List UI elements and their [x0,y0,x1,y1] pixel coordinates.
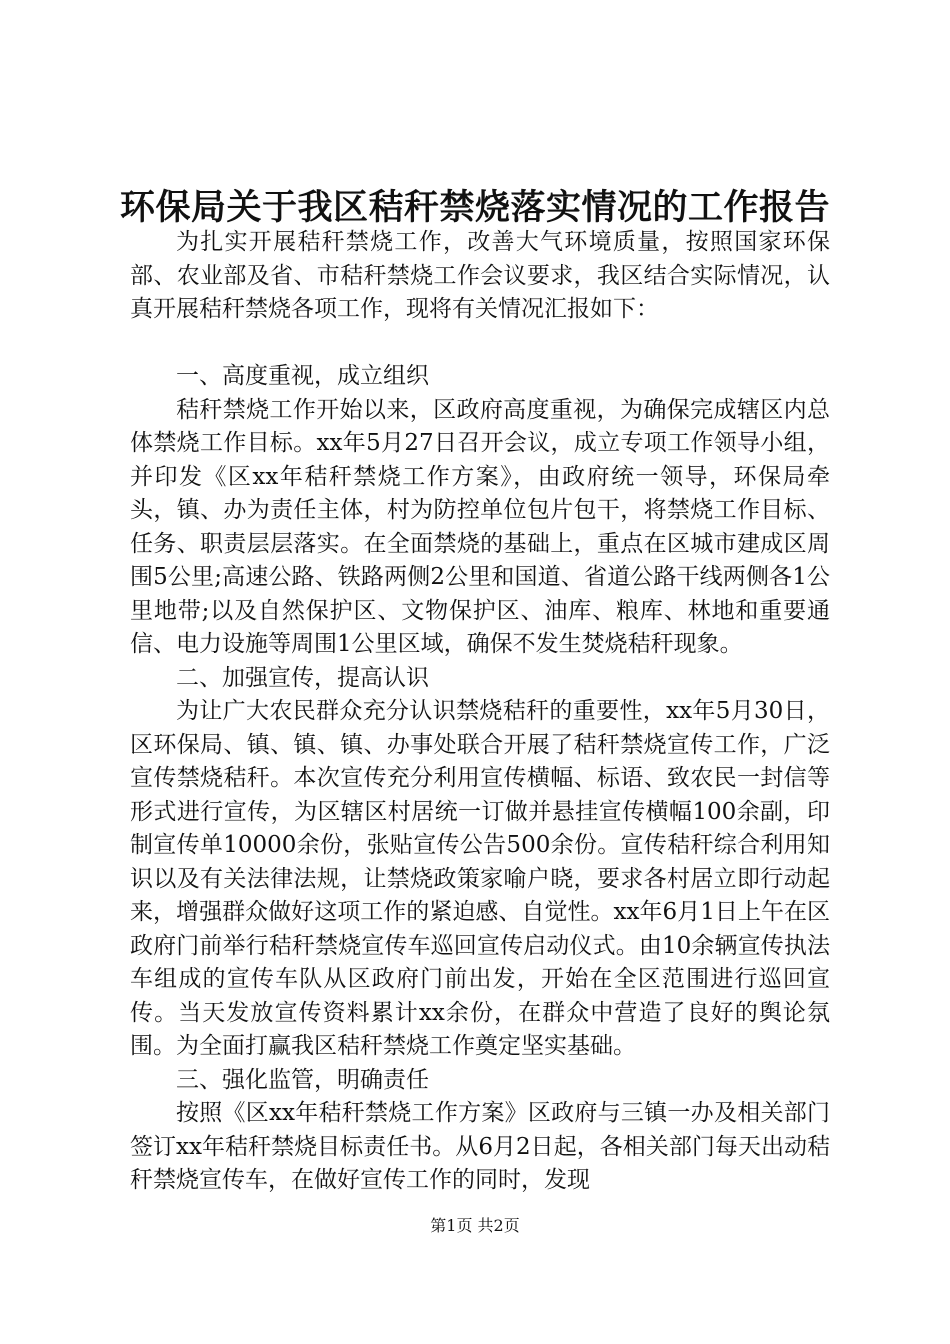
section-3-heading: 三、强化监管，明确责任 [176,1066,429,1093]
page-number-footer: 第1页 共2页 [430,1216,520,1235]
section-2-paragraph: 为让广大农民群众充分认识禁烧秸秆的重要性，xx年5月30日，区环保局、镇、镇、镇、办事处联合开展了秸秆禁烧宣传工作，广泛宣传禁烧秸秆。本次宣传充分利用宣传横幅、标语、致农民一封信等形式进行宣传，为区辖区村居统一订做并悬挂宣传横幅100余副，印制宣传单10000余份，张贴宣传公告500余份。宣传秸秆综合利用知识以及有关法律法规，让禁烧政策家喻户晓，要求各村居立即行动起来，增强群众做好这项工作的紧迫感、自觉性。xx年6月1日上午在区政府门前举行秸秆禁烧宣传车巡回宣传启动仪式。由10余辆宣传执法车组成的宣传车队从区政府门前出发，开始在全区范围进行巡回宣传。当天发放宣传资料累计xx余份，在群众中营造了良好的舆论氛围。为全面打赢我区秸秆禁烧工作奠定坚实基础。 [130,698,830,1059]
section-1-heading: 一、高度重视，成立组织 [176,363,429,389]
document-body [130,226,830,1198]
document-title: 环保局关于我区秸秆禁烧落实情况的工作报告 [119,187,830,228]
intro-paragraph: 为扎实开展秸秆禁烧工作，改善大气环境质量，按照国家环保部、农业部及省、市秸秆禁烧工作会议要求，我区结合实际情况，认真开展秸秆禁烧各项工作，现将有关情况汇报如下： [130,229,830,322]
section-1-paragraph: 秸秆禁烧工作开始以来，区政府高度重视，为确保完成辖区内总体禁烧工作目标。xx年5月27日召开会议，成立专项工作领导小组，并印发《区xx年秸秆禁烧工作方案》，由政府统一领导，环保局牵头，镇、办为责任主体，村为防控单位包片包干，将禁烧工作目标、任务、职责层层落实。在全面禁烧的基础上，重点在区城市建成区周围5公里;高速公路、铁路两侧2公里和国道、省道公路干线两侧各1公里地带;以及自然保护区、文物保护区、油库、粮库、林地和重要通信、电力设施等周围1公里区域，确保不发生焚烧秸秆现象。 [130,396,830,657]
section-2-heading: 二、加强宣传，提高认识 [176,664,429,691]
section-3-paragraph: 按照《区xx年秸秆禁烧工作方案》区政府与三镇一办及相关部门签订xx年秸秆禁烧目标责任书。从6月2日起，各相关部门每天出动秸秆禁烧宣传车，在做好宣传工作的同时，发现 [130,1100,830,1193]
